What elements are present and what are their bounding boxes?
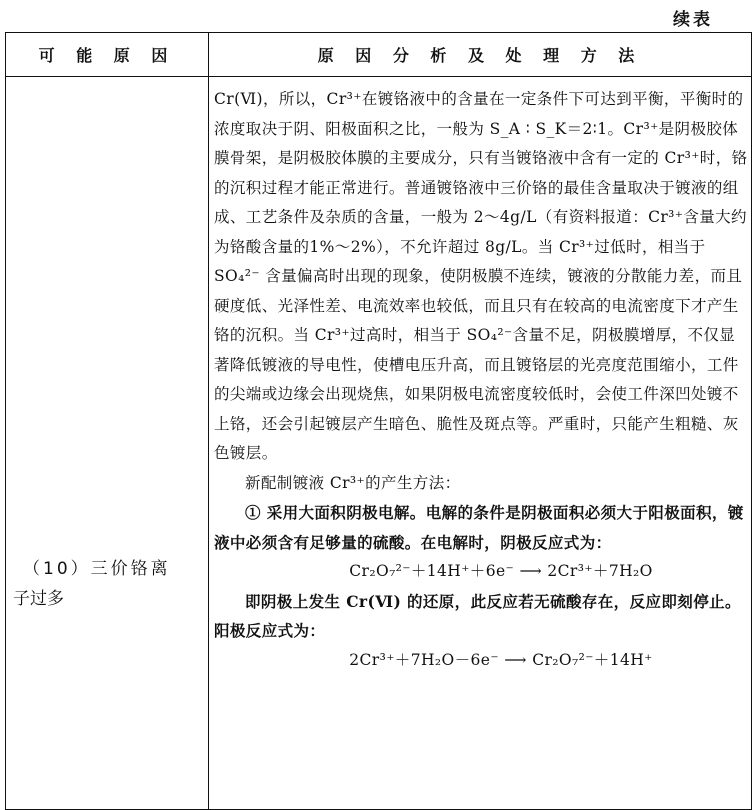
analysis-paragraph-1: Cr(Ⅵ)，所以，Cr³⁺在镀铬液中的含量在一定条件下可达到平衡，平衡时的浓度取决于阴、阳极面积之比，一般为 S_A ∶ S_K＝2∶1。Cr³⁺是阴极胶体膜骨架，是阴极胶体膜的主要成分，只有当镀铬液中含有一定的 Cr³⁺时，铬的沉积过程才能正常进行。普通镀铬液中三价铬的最佳含量取决于镀液的组成、工艺条件及杂质的含量，一般为 2～4g/L（有资料报道：Cr³⁺含量大约为铬酸含量的1%～2%），不允许超过 8g/L。当 Cr³⁺过低时，相当于 SO₄²⁻ 含量偏高时出现的现象，使阴极膜不连续，镀液的分散能力差，而且硬度低、光泽性差、电流效率也较低，而且只有在较高的电流密度下才产生铬的沉积。当 Cr³⁺过高时，相当于 SO₄²⁻含量不足，阴极膜增厚，不仅显著降低镀液的导电性，使槽电压升高，而且镀铬层的光亮度范围缩小，工件的尖端或边缘会出现烧焦，如果阴极电流密度较低时，会使工件深凹处镀不上铬，还会引起镀层产生暗色、脆性及斑点等。严重时，只能产生粗糙、灰色镀层。 xyxy=(214,90,748,462)
cause-cell xyxy=(6,77,209,810)
anode-equation: 2Cr³⁺＋7H₂O－6e⁻ ⟶ Cr₂O₇²⁻＋14H⁺ xyxy=(349,650,653,669)
continuation-label: 续表 xyxy=(673,10,713,30)
cause-line-1: （10）三价铬离 xyxy=(23,559,171,579)
header-possible-cause: 可 能 原 因 xyxy=(6,33,209,77)
cathode-equation: Cr₂O₇²⁻＋14H⁺＋6e⁻ ⟶ 2Cr³⁺＋7H₂O xyxy=(349,562,653,580)
cause-line-2: 子过多 xyxy=(13,589,64,609)
analysis-text xyxy=(214,85,748,675)
analysis-paragraph-2: 新配制镀液 Cr³⁺的产生方法： xyxy=(245,473,461,492)
header-analysis-method: 原 因 分 析 及 处 理 方 法 xyxy=(209,33,752,77)
table-header-row xyxy=(6,33,752,77)
analysis-paragraph-4: 即阴极上发生 Cr(Ⅵ) 的还原，此反应若无硫酸存在，反应即刻停止。阳极反应式为： xyxy=(214,591,741,640)
analysis-paragraph-3: ① 采用大面积阴极电解。电解的条件是阴极面积必须大于阳极面积，镀液中必须含有足够量的硫酸。在电解时，阴极反应式为： xyxy=(214,503,744,552)
cause-text xyxy=(13,554,193,614)
